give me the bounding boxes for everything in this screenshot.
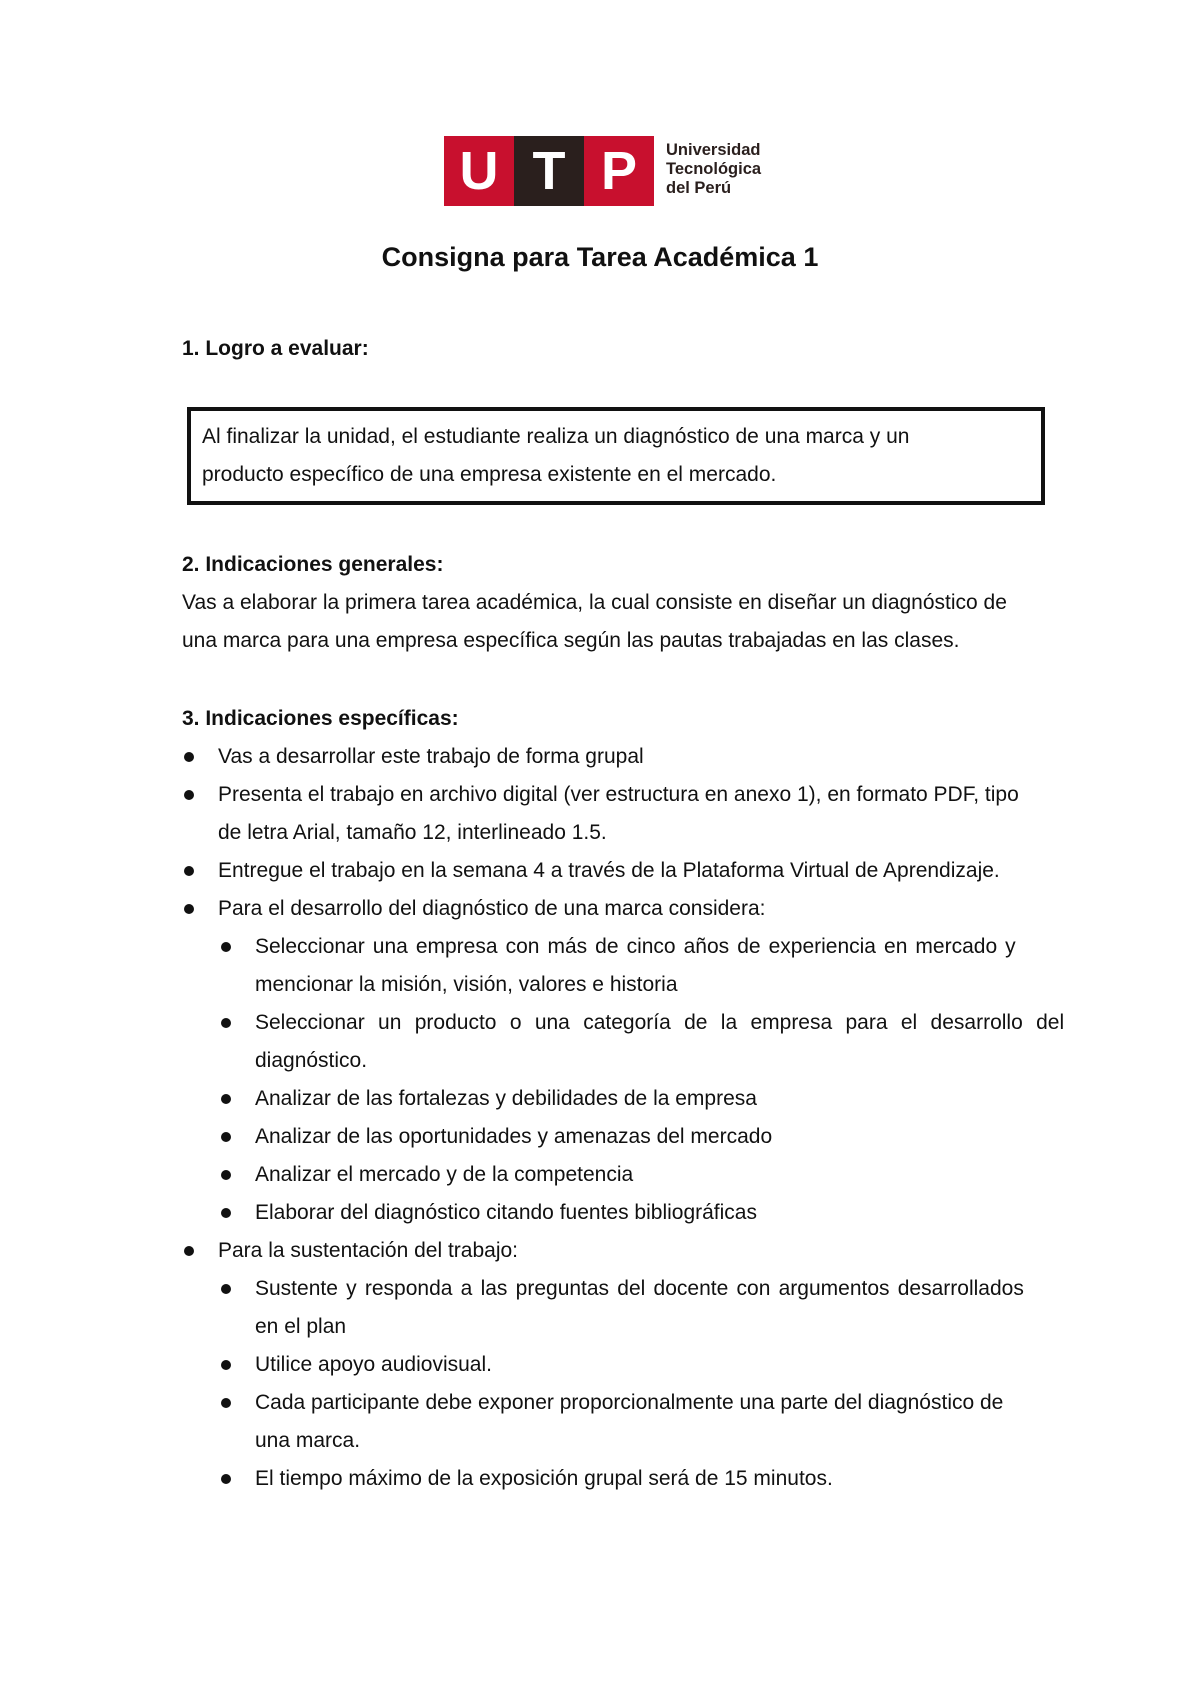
bullet-icon: [184, 1246, 194, 1256]
logo-letter-t: T: [514, 136, 584, 206]
learning-outcome-box: [187, 407, 1045, 505]
section-2-line-1: Vas a elaborar la primera tarea académica, la cual consiste en diseñar un diagnóstico de: [182, 591, 1007, 614]
logo-university-name: [666, 141, 786, 198]
section-2-line-2: una marca para una empresa específica según las pautas trabajadas en las clases.: [182, 629, 960, 652]
logo-name-line-1: Universidad: [666, 141, 761, 159]
bullet-icon: [184, 904, 194, 914]
bullet-icon: [221, 1170, 231, 1180]
utp-logo: [444, 136, 764, 206]
bullet-icon: [221, 1284, 231, 1294]
logo-name-line-3: del Perú: [666, 179, 732, 197]
bullet-icon: [221, 1132, 231, 1142]
section-2-paragraph: [182, 584, 1060, 660]
learning-outcome-line-1: Al finalizar la unidad, el estudiante realiza un diagnóstico de una marca y un: [202, 425, 910, 448]
section-1-heading: 1. Logro a evaluar:: [182, 337, 369, 360]
section-2-heading: 2. Indicaciones generales:: [182, 553, 444, 576]
bullet-icon: [221, 1094, 231, 1104]
learning-outcome-line-2: producto específico de una empresa existente en el mercado.: [202, 463, 777, 486]
bullet-icon: [221, 942, 231, 952]
bullet-icon: [184, 752, 194, 762]
page-title: Consigna para Tarea Académica 1: [381, 242, 819, 272]
logo-letter-p: P: [584, 136, 654, 206]
section-3-heading: 3. Indicaciones específicas:: [182, 707, 459, 730]
bullet-icon: [221, 1474, 231, 1484]
bullet-icon: [221, 1360, 231, 1370]
logo-name-line-2: Tecnológica: [666, 160, 762, 178]
learning-outcome-text: [202, 418, 909, 494]
bullet-icon: [221, 1018, 231, 1028]
logo-letter-boxes: [444, 136, 654, 206]
bullet-icon: [184, 866, 194, 876]
bullet-icon: [184, 790, 194, 800]
bullet-icon: [221, 1398, 231, 1408]
logo-letter-u: U: [444, 136, 514, 206]
bullet-icon: [221, 1208, 231, 1218]
